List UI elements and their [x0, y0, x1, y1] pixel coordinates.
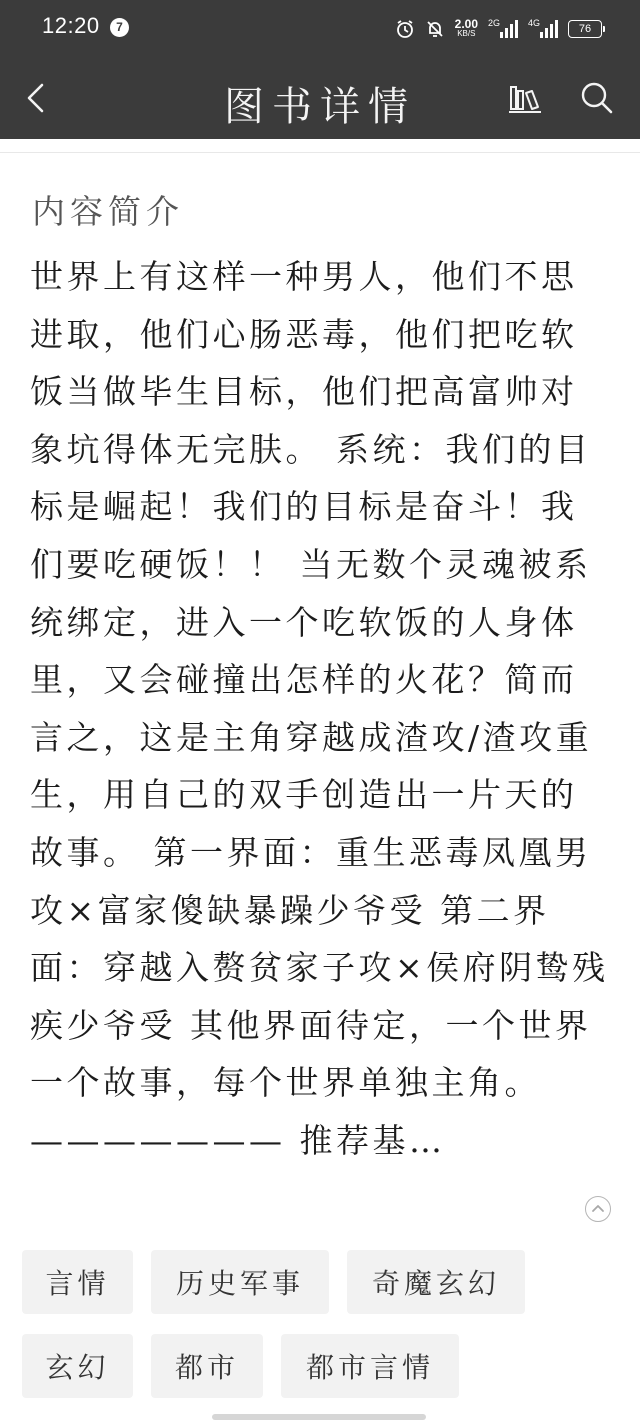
bookshelf-icon	[506, 79, 544, 117]
bookshelf-button[interactable]	[506, 79, 544, 117]
synopsis-text: 世界上有这样一种男人，他们不思进取，他们心肠恶毒，他们把吃软饭当做毕生目标，他们把高富帅对象坑得体无完肤。 系统：我们的目标是崛起！我们的目标是奋斗！我们要吃硬饭！！ 当无数个灵魂被系统绑定，进入一个吃软饭的人身体里，又会碰撞出怎样的火花？简而言之，这是主角穿越成渣攻/渣攻重生，用自己的双手创造出一片天的故事。 第一界面：重生恶毒凤凰男攻×富家傻缺暴躁少爷受 第二界面：穿越入赘贫家子攻×侯府阴鸷残疾少爷受 其他界面待定，一个世界一个故事，每个世界单独主角。 ——————— 推荐基…	[30, 257, 609, 1160]
status-icons	[395, 14, 602, 44]
synopsis-heading: 内容简介	[32, 192, 184, 231]
alarm-icon	[395, 19, 415, 39]
home-indicator[interactable]	[212, 1414, 426, 1420]
chevron-up-icon	[586, 1197, 610, 1221]
network-speed-unit: KB/S	[457, 29, 476, 38]
mute-bell-icon	[425, 19, 445, 39]
tag-urban[interactable]: 都市	[151, 1334, 263, 1398]
notification-count-badge: 7	[110, 18, 129, 37]
collapse-button[interactable]	[585, 1196, 611, 1222]
tag-xuanhuan[interactable]: 玄幻	[22, 1334, 133, 1398]
tag-urban-romance[interactable]: 都市言情	[281, 1334, 459, 1398]
signal-label-2g: 2G	[488, 18, 501, 28]
signal-strength-2g-icon	[488, 18, 518, 40]
signal-label-4g: 4G	[528, 18, 541, 28]
tag-romance[interactable]: 言情	[22, 1250, 133, 1314]
status-time: 12:20	[42, 13, 100, 38]
tag-fantasy-magic[interactable]: 奇魔玄幻	[347, 1250, 525, 1314]
search-icon	[578, 79, 616, 117]
network-speed	[455, 19, 478, 39]
page-title: 图书详情	[224, 84, 416, 130]
status-bar	[0, 0, 640, 57]
app-header	[0, 57, 640, 139]
header-divider	[0, 152, 640, 153]
signal-strength-4g-icon	[528, 18, 558, 40]
network-speed-value: 2.00	[454, 17, 478, 31]
search-button[interactable]	[578, 79, 616, 117]
tag-history-military[interactable]: 历史军事	[151, 1250, 329, 1314]
battery-icon: 76	[568, 20, 602, 38]
